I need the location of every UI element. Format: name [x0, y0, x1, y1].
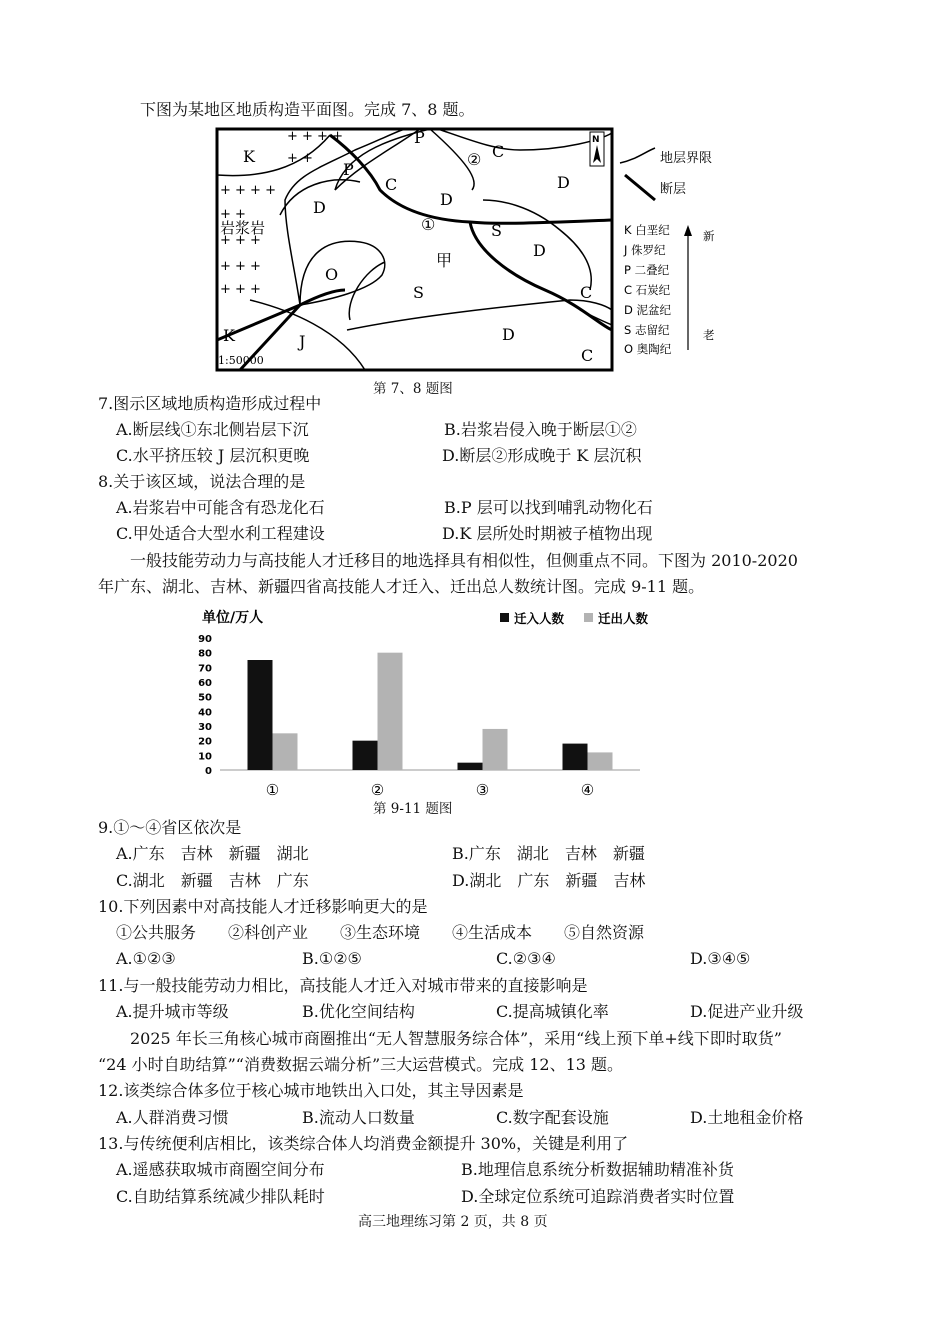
svg-text:C: C — [581, 346, 594, 365]
label-magma: 岩浆岩 — [220, 219, 266, 237]
q11-option-b: B.优化空间结构 — [302, 1002, 415, 1021]
bar-in-4 — [563, 744, 588, 770]
q13-option-c: C.自助结算系统减少排队耗时 — [116, 1187, 325, 1206]
q13-stem: 13.与传统便利店相比，该类综合体人均消费金额提升 30%，关键是利用了 — [98, 1134, 629, 1153]
q10-option-b: B.①②⑤ — [302, 949, 362, 968]
q8-option-b: B.P 层可以找到哺乳动物化石 — [444, 498, 653, 517]
x-tick-label: ③ — [475, 781, 490, 799]
y-tick-label: 30 — [198, 722, 212, 733]
map-scale: 1:50000 — [218, 354, 264, 367]
q12-option-d: D.土地租金价格 — [690, 1108, 804, 1127]
svg-text:P: P — [343, 160, 354, 179]
q7-option-b: B.岩浆岩侵入晚于断层①② — [444, 420, 637, 439]
svg-text:D: D — [440, 190, 453, 209]
svg-text:C: C — [492, 142, 505, 161]
intro-q7-8: 下图为某地区地质构造平面图。完成 7、8 题。 — [140, 100, 475, 119]
q13-option-a: A.遥感获取城市商圈空间分布 — [116, 1160, 325, 1179]
svg-text:P 二叠纪: P 二叠纪 — [624, 263, 670, 277]
q9-stem: 9.①～④省区依次是 — [98, 818, 242, 837]
y-tick-label: 10 — [198, 751, 212, 763]
svg-text:O: O — [325, 265, 339, 284]
x-tick-label: ④ — [580, 781, 595, 799]
y-tick-label: 90 — [198, 634, 212, 645]
q10-items: ①公共服务 ②科创产业 ③生态环境 ④生活成本 ⑤自然资源 — [116, 923, 645, 942]
svg-text:N: N — [592, 135, 600, 145]
q10-option-d: D.③④⑤ — [690, 949, 751, 968]
svg-text:C: C — [385, 175, 398, 194]
svg-text:D: D — [502, 325, 515, 344]
svg-text:D: D — [557, 173, 570, 192]
q7-option-c: C.水平挤压较 J 层沉积更晚 — [116, 446, 310, 465]
y-tick-label: 80 — [198, 648, 212, 660]
svg-text:+ +: + + — [220, 207, 246, 222]
q12-option-a: A.人群消费习惯 — [116, 1108, 229, 1127]
q12-option-b: B.流动人口数量 — [302, 1108, 415, 1127]
y-tick-label: 40 — [198, 707, 212, 719]
y-tick-label: 0 — [205, 766, 212, 777]
q10-option-c: C.②③④ — [496, 949, 556, 968]
q10-stem: 10.下列因素中对高技能人才迁移影响更大的是 — [98, 897, 428, 916]
fault-2-label: ② — [467, 150, 482, 169]
label-jia: 甲 — [436, 251, 453, 270]
svg-text:+ + + +: + + + + — [287, 129, 343, 144]
intro-q9-11-line2: 年广东、湖北、吉林、新疆四省高技能人才迁入、迁出总人数统计图。完成 9-11 题。 — [98, 577, 705, 596]
svg-text:J: J — [299, 332, 306, 351]
y-tick-label: 20 — [198, 736, 212, 748]
legend-label-out: 迁出人数 — [598, 611, 649, 626]
q8-option-d: D.K 层所处时期被子植物出现 — [442, 524, 653, 543]
svg-text:+ +: + + — [287, 151, 313, 166]
legend-swatch-in — [500, 613, 509, 622]
svg-text:S: S — [491, 221, 502, 240]
legend-swatch-out — [584, 613, 593, 622]
svg-text:K 白垩纪: K 白垩纪 — [624, 223, 670, 237]
q11-stem: 11.与一般技能劳动力相比，高技能人才迁入对城市带来的直接影响是 — [98, 976, 588, 995]
map-caption: 第 7、8 题图 — [373, 381, 453, 397]
chart-ylabel: 单位/万人 — [202, 610, 264, 626]
q11-option-d: D.促进产业升级 — [690, 1002, 804, 1021]
bar-in-1 — [248, 660, 273, 770]
legend-label-in: 迁入人数 — [514, 611, 565, 626]
q13-option-b: B.地理信息系统分析数据辅助精准补货 — [461, 1160, 734, 1179]
q13-option-d: D.全球定位系统可追踪消费者实时位置 — [461, 1187, 735, 1206]
q7-option-a: A.断层线①东北侧岩层下沉 — [116, 420, 309, 439]
svg-text:新: 新 — [703, 229, 715, 243]
svg-text:+ + +: + + + — [220, 233, 261, 248]
svg-text:S 志留纪: S 志留纪 — [624, 323, 670, 337]
svg-text:K: K — [223, 326, 235, 345]
geologic-map — [0, 0, 950, 400]
svg-text:断层: 断层 — [660, 182, 687, 197]
bar-out-3 — [483, 729, 508, 770]
bar-out-4 — [588, 752, 613, 770]
intro-q9-11-line1: 一般技能劳动力与高技能人才迁移目的地选择具有相似性，但侧重点不同。下图为 2010-2020 — [130, 551, 798, 570]
q10-option-a: A.①②③ — [116, 949, 176, 968]
q9-option-c: C.湖北 新疆 吉林 广东 — [116, 871, 309, 890]
svg-text:C 石炭纪: C 石炭纪 — [624, 283, 671, 297]
q9-option-b: B.广东 湖北 吉林 新疆 — [452, 844, 645, 863]
svg-text:O 奥陶纪: O 奥陶纪 — [624, 342, 672, 356]
migration-bar-chart — [190, 600, 670, 810]
svg-text:+ + + +: + + + + — [220, 183, 276, 198]
y-tick-label: 60 — [198, 678, 212, 689]
svg-text:S: S — [413, 283, 424, 302]
north-arrow-icon — [590, 132, 604, 166]
q7-stem: 7.图示区域地质构造形成过程中 — [98, 394, 322, 413]
q7-option-d: D.断层②形成晚于 K 层沉积 — [442, 446, 642, 465]
svg-text:P: P — [414, 128, 425, 147]
svg-text:C: C — [580, 283, 593, 302]
y-tick-label: 50 — [198, 692, 212, 704]
bar-out-1 — [273, 733, 298, 770]
svg-text:+ + +: + + + — [220, 282, 261, 297]
bar-out-2 — [378, 653, 403, 770]
q12-option-c: C.数字配套设施 — [496, 1108, 609, 1127]
intro-q12-13-line2: “24 小时自助结算”“消费数据云端分析”三大运营模式。完成 12、13 题。 — [98, 1055, 624, 1074]
svg-text:地层界限: 地层界限 — [660, 151, 713, 166]
q9-option-a: A.广东 吉林 新疆 湖北 — [116, 844, 309, 863]
bar-in-2 — [353, 741, 378, 770]
q9-option-d: D.湖北 广东 新疆 吉林 — [452, 871, 646, 890]
chart-caption: 第 9-11 题图 — [373, 801, 453, 817]
x-tick-label: ① — [265, 781, 280, 799]
svg-text:D 泥盆纪: D 泥盆纪 — [624, 303, 672, 317]
svg-text:D: D — [533, 241, 546, 260]
intro-q12-13-line1: 2025 年长三角核心城市商圈推出“无人智慧服务综合体”，采用“线上预下单+线下即时取货” — [130, 1029, 782, 1048]
bar-in-3 — [458, 763, 483, 770]
y-tick-label: 70 — [198, 663, 212, 675]
q11-option-c: C.提高城镇化率 — [496, 1002, 609, 1021]
x-tick-label: ② — [370, 781, 385, 799]
svg-text:老: 老 — [703, 328, 715, 342]
q11-option-a: A.提升城市等级 — [116, 1002, 229, 1021]
q8-stem: 8.关于该区域，说法合理的是 — [98, 472, 306, 491]
q8-option-a: A.岩浆岩中可能含有恐龙化石 — [116, 498, 325, 517]
q12-stem: 12.该类综合体多位于核心城市地铁出入口处，其主导因素是 — [98, 1081, 524, 1100]
fault-1-label: ① — [421, 215, 436, 234]
svg-text:J 侏罗纪: J 侏罗纪 — [624, 243, 666, 257]
page-footer: 高三地理练习第 2 页，共 8 页 — [358, 1214, 548, 1230]
label-K-north: K — [243, 147, 255, 166]
svg-text:D: D — [313, 198, 326, 217]
q8-option-c: C.甲处适合大型水利工程建设 — [116, 524, 325, 543]
svg-text:+ + +: + + + — [220, 259, 261, 274]
